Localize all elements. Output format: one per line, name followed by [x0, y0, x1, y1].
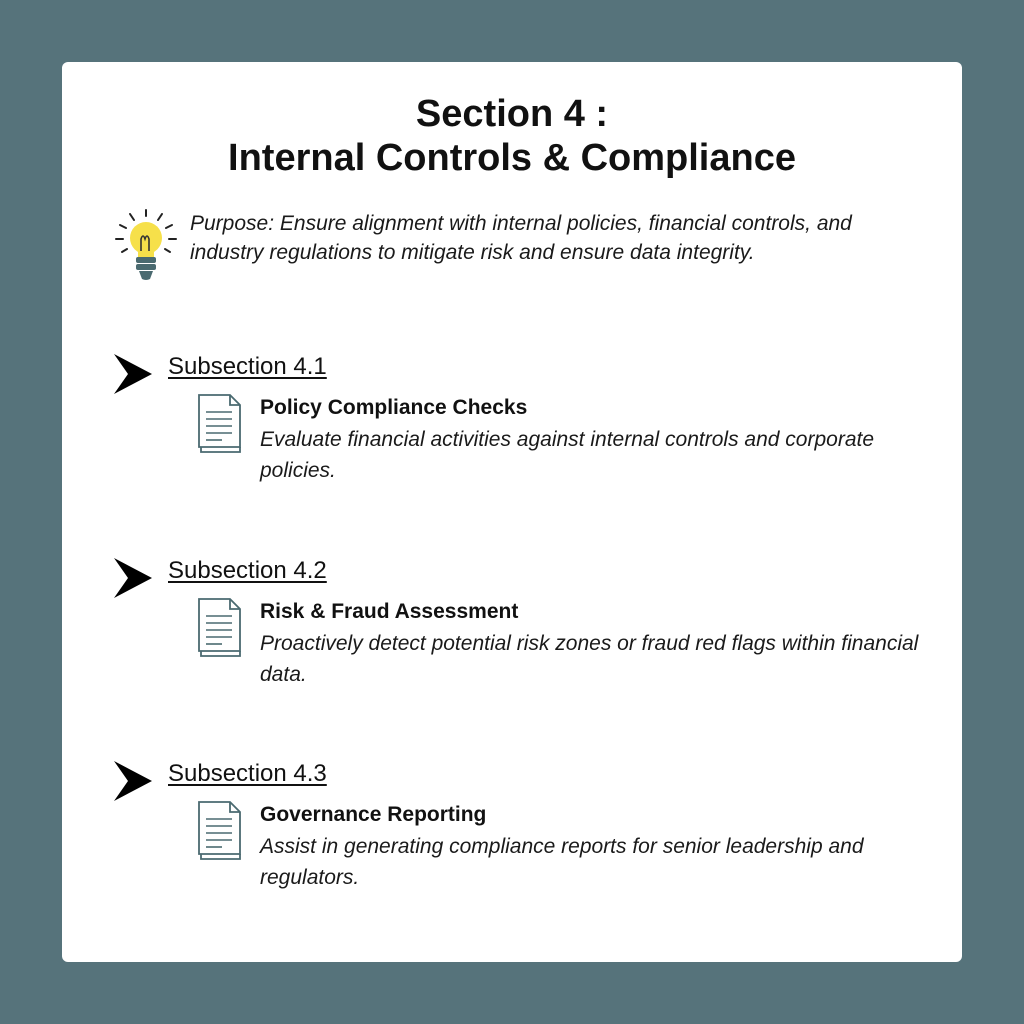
purpose-text: Purpose: Ensure alignment with internal policies, financial controls, and industry regulations to mitigate risk and ensure data integrity. [190, 212, 852, 264]
page-title [62, 92, 962, 180]
content-card [62, 62, 962, 962]
arrow-right-icon [112, 556, 154, 600]
subsection-heading: Subsection 4.1 [168, 353, 327, 380]
title-line-2: Internal Controls & Compliance [228, 137, 796, 179]
item-description: Evaluate financial activities against internal controls and corporate policies. [260, 428, 875, 482]
subsection-heading: Subsection 4.2 [168, 557, 327, 584]
document-icon [198, 598, 244, 658]
arrow-right-icon [112, 759, 154, 803]
item-title: Governance Reporting [260, 803, 487, 826]
title-line-1: Section 4 : [415, 93, 609, 135]
arrow-right-icon [112, 352, 154, 396]
item-title: Risk & Fraud Assessment [260, 600, 519, 623]
lightbulb-icon [112, 207, 182, 287]
subsection-4-2 [112, 556, 932, 716]
document-icon [198, 394, 244, 454]
subsection-4-3 [112, 759, 932, 919]
item-title: Policy Compliance Checks [260, 396, 528, 419]
document-icon [198, 801, 244, 861]
item-description: Assist in generating compliance reports for senior leadership and regulators. [260, 835, 864, 889]
subsection-heading: Subsection 4.3 [168, 760, 327, 787]
item-description: Proactively detect potential risk zones or fraud red flags within financial data. [260, 632, 919, 686]
subsection-4-1 [112, 352, 932, 512]
